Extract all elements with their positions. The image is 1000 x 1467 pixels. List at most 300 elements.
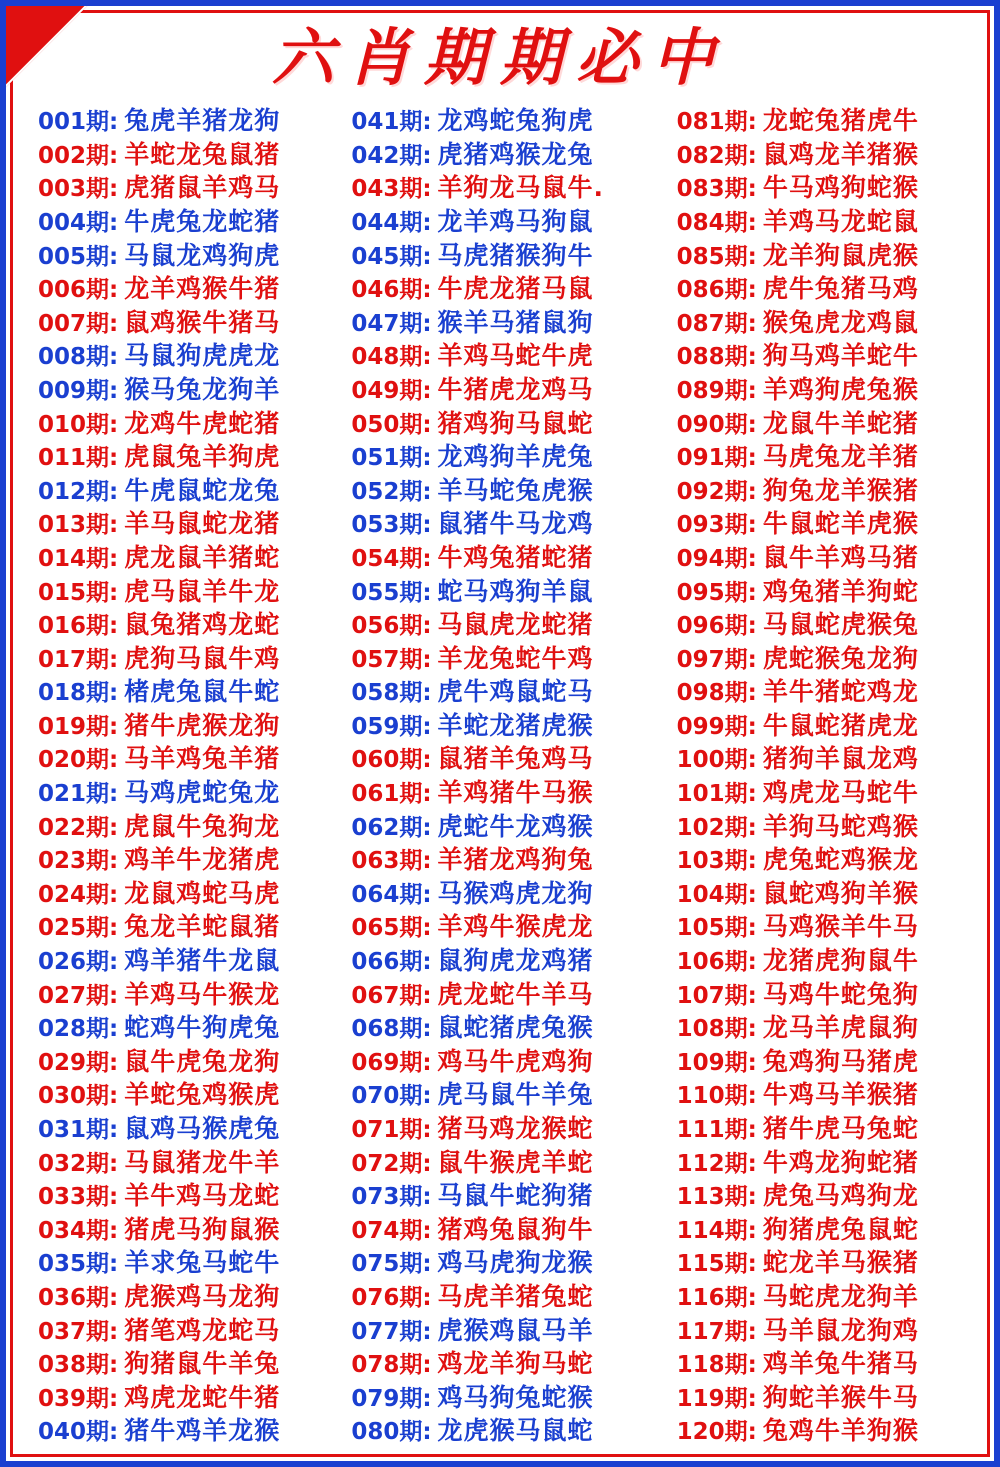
period-row (20, 1146, 337, 1180)
period-row (20, 239, 337, 273)
period-label: 068期: (351, 1016, 432, 1043)
period-row (20, 742, 337, 776)
zodiac-list: 鸡马虎狗龙猴 (437, 1248, 594, 1278)
period-label: 110期: (676, 1083, 757, 1110)
period-label: 056期: (351, 613, 432, 640)
period-label: 114期: (676, 1217, 757, 1244)
period-row (20, 407, 337, 441)
period-row (341, 339, 658, 373)
zodiac-list: 龙鸡蛇兔狗虎 (437, 106, 594, 136)
period-label: 039期: (38, 1385, 119, 1412)
period-row (341, 440, 658, 474)
page-title: 六肖期期必中 (271, 21, 728, 94)
zodiac-list: 羊马鼠蛇龙猪 (124, 509, 281, 539)
zodiac-list: 虎牛鸡鼠蛇马 (437, 677, 594, 707)
periods-column-3 (663, 104, 980, 1448)
period-label: 086期: (676, 277, 757, 304)
period-row (663, 306, 980, 340)
period-label: 113期: (676, 1184, 757, 1211)
period-label: 075期: (351, 1251, 432, 1278)
period-label: 116期: (676, 1284, 757, 1311)
period-label: 021期: (38, 781, 119, 808)
zodiac-list: 虎兔蛇鸡猴龙 (762, 845, 919, 875)
zodiac-list: 羊鸡马龙蛇鼠 (762, 206, 919, 236)
period-label: 057期: (351, 646, 432, 673)
period-label: 027期: (38, 982, 119, 1009)
period-label: 049期: (351, 377, 432, 404)
zodiac-list: 狗兔龙羊猴猪 (762, 475, 919, 505)
period-label: 083期: (676, 176, 757, 203)
period-row (20, 978, 337, 1012)
period-row (341, 474, 658, 508)
period-label: 036期: (38, 1284, 119, 1311)
zodiac-list: 鸡羊牛龙猪虎 (124, 845, 281, 875)
zodiac-list: 牛鸡龙狗蛇猪 (762, 1147, 919, 1177)
period-label: 007期: (38, 310, 119, 337)
period-label: 003期: (38, 176, 119, 203)
period-label: 043期: (351, 176, 432, 203)
period-row (663, 1246, 980, 1280)
period-row (341, 877, 658, 911)
period-row (20, 1314, 337, 1348)
periods-column-1 (20, 104, 337, 1448)
period-row (20, 104, 337, 138)
zodiac-list: 牛虎龙猪马鼠 (437, 274, 594, 304)
period-label: 037期: (38, 1318, 119, 1345)
period-label: 093期: (676, 512, 757, 539)
zodiac-list: 马虎羊猪兔蛇 (437, 1281, 594, 1311)
period-label: 066期: (351, 949, 432, 976)
period-row (20, 944, 337, 978)
period-label: 118期: (676, 1352, 757, 1379)
zodiac-list: 马鼠狗虎虎龙 (124, 341, 281, 371)
corner-ribbon-label: 书籍 (42, 33, 95, 85)
zodiac-list: 牛鼠蛇羊虎猴 (762, 509, 919, 539)
zodiac-list: 鼠鸡马猴虎兔 (124, 1114, 281, 1143)
zodiac-list: 鸡虎龙马蛇牛 (762, 778, 919, 808)
period-row (341, 1078, 658, 1112)
period-label: 067期: (351, 982, 432, 1009)
period-row (20, 1414, 337, 1448)
period-row (663, 171, 980, 205)
period-label: 115期: (676, 1251, 757, 1278)
period-row (20, 541, 337, 575)
period-label: 034期: (38, 1217, 119, 1244)
zodiac-list: 猪鸡兔鼠狗牛 (437, 1214, 594, 1244)
zodiac-list: 马蛇虎龙狗羊 (762, 1281, 919, 1311)
period-label: 061期: (351, 781, 432, 808)
period-label: 120期: (676, 1419, 757, 1446)
zodiac-list: 羊龙兔蛇牛鸡 (437, 643, 594, 673)
zodiac-list: 鸡马牛虎鸡狗 (437, 1046, 594, 1076)
period-label: 004期: (38, 209, 119, 236)
zodiac-list: 鸡羊猪牛龙鼠 (124, 946, 281, 976)
period-row (663, 675, 980, 709)
period-label: 101期: (676, 781, 757, 808)
period-label: 059期: (351, 713, 432, 740)
zodiac-list: 鼠牛虎兔龙狗 (124, 1046, 281, 1076)
period-label: 008期: (38, 344, 119, 371)
period-label: 107期: (676, 982, 757, 1009)
period-label: 009期: (38, 377, 119, 404)
zodiac-list: 牛鸡兔猪蛇猪 (437, 542, 594, 572)
period-row (663, 541, 980, 575)
zodiac-list: 马羊鸡兔羊猪 (124, 744, 281, 774)
zodiac-list: 羊狗龙马鼠牛. (437, 173, 605, 203)
period-row (663, 810, 980, 844)
period-row (20, 642, 337, 676)
zodiac-list: 龙马羊虎鼠狗 (762, 1013, 919, 1043)
period-row (663, 642, 980, 676)
zodiac-list: 羊马蛇兔虎猴 (437, 475, 594, 505)
period-row (663, 910, 980, 944)
period-label: 033期: (38, 1184, 119, 1211)
period-label: 078期: (351, 1352, 432, 1379)
zodiac-list: 虎牛兔猪马鸡 (762, 274, 919, 304)
period-label: 074期: (351, 1217, 432, 1244)
zodiac-list: 马羊鼠龙狗鸡 (762, 1315, 919, 1345)
zodiac-list: 鼠猪羊兔鸡马 (437, 744, 594, 774)
period-label: 044期: (351, 209, 432, 236)
period-label: 052期: (351, 478, 432, 505)
zodiac-list: 猪牛虎猴龙狗 (124, 710, 281, 740)
period-row (663, 1414, 980, 1448)
period-row (663, 272, 980, 306)
zodiac-list: 龙猪虎狗鼠牛 (762, 946, 919, 976)
zodiac-list: 狗蛇羊猴牛马 (762, 1382, 919, 1412)
zodiac-list: 牛虎兔龙蛇猪 (124, 206, 281, 236)
period-label: 041期: (351, 109, 432, 136)
period-row (20, 1045, 337, 1079)
period-row (663, 944, 980, 978)
zodiac-list: 狗猪虎兔鼠蛇 (762, 1214, 919, 1244)
zodiac-list: 虎龙鼠羊猪蛇 (124, 542, 281, 572)
period-row (20, 575, 337, 609)
period-label: 023期: (38, 848, 119, 875)
period-row (20, 843, 337, 877)
zodiac-list: 羊鸡狗虎兔猴 (762, 374, 919, 404)
period-label: 103期: (676, 848, 757, 875)
period-label: 011期: (38, 445, 119, 472)
zodiac-list: 猪牛虎马兔蛇 (762, 1114, 919, 1143)
zodiac-list: 羊鸡马牛猴龙 (124, 979, 281, 1009)
period-label: 006期: (38, 277, 119, 304)
period-label: 014期: (38, 545, 119, 572)
period-label: 084期: (676, 209, 757, 236)
period-row (341, 272, 658, 306)
period-row (20, 1280, 337, 1314)
period-label: 051期: (351, 445, 432, 472)
zodiac-list: 牛鼠蛇猪虎龙 (762, 710, 919, 740)
zodiac-list: 虎龙蛇牛羊马 (437, 979, 594, 1009)
periods-columns (6, 100, 994, 1456)
zodiac-list: 猪狗羊鼠龙鸡 (762, 744, 919, 774)
period-label: 060期: (351, 747, 432, 774)
period-label: 054期: (351, 545, 432, 572)
zodiac-list: 马鸡牛蛇兔狗 (762, 979, 919, 1009)
zodiac-list: 羊牛猪蛇鸡龙 (762, 677, 919, 707)
zodiac-list: 鼠牛羊鸡马猪 (762, 542, 919, 572)
zodiac-list: 羊鸡牛猴虎龙 (437, 912, 594, 942)
period-label: 001期: (38, 109, 119, 136)
zodiac-list: 牛马鸡狗蛇猴 (762, 173, 919, 203)
zodiac-list: 羊牛鸡马龙蛇 (124, 1181, 281, 1211)
zodiac-list: 蛇龙羊马猴猪 (762, 1248, 919, 1278)
period-row (20, 440, 337, 474)
zodiac-list: 羊求兔马蛇牛 (124, 1248, 281, 1278)
period-row (341, 306, 658, 340)
period-row (663, 742, 980, 776)
zodiac-list: 马鼠虎龙蛇猪 (437, 610, 594, 640)
period-row (20, 272, 337, 306)
zodiac-list: 虎蛇猴兔龙狗 (762, 643, 919, 673)
period-row (663, 1347, 980, 1381)
period-label: 026期: (38, 949, 119, 976)
period-label: 076期: (351, 1284, 432, 1311)
period-label: 104期: (676, 881, 757, 908)
period-row (663, 507, 980, 541)
zodiac-list: 兔龙羊蛇鼠猪 (124, 912, 281, 942)
period-row (20, 1011, 337, 1045)
period-label: 109期: (676, 1049, 757, 1076)
zodiac-list: 龙羊狗鼠虎猴 (762, 240, 919, 270)
period-label: 071期: (351, 1117, 432, 1143)
period-row (20, 810, 337, 844)
period-row (341, 843, 658, 877)
period-label: 087期: (676, 310, 757, 337)
period-row (341, 1246, 658, 1280)
period-row (341, 675, 658, 709)
period-label: 038期: (38, 1352, 119, 1379)
period-label: 019期: (38, 713, 119, 740)
period-row (20, 306, 337, 340)
period-label: 035期: (38, 1251, 119, 1278)
period-label: 097期: (676, 646, 757, 673)
zodiac-list: 猴兔虎龙鸡鼠 (762, 307, 919, 337)
zodiac-list: 羊蛇兔鸡猴虎 (124, 1080, 281, 1110)
zodiac-list: 龙鼠牛羊蛇猪 (762, 408, 919, 438)
period-label: 069期: (351, 1049, 432, 1076)
period-row (341, 1045, 658, 1079)
zodiac-list: 虎鼠兔羊狗虎 (124, 442, 281, 472)
zodiac-list: 龙蛇兔猪虎牛 (762, 106, 919, 136)
period-label: 045期: (351, 243, 432, 270)
period-label: 099期: (676, 713, 757, 740)
period-label: 092期: (676, 478, 757, 505)
zodiac-list: 鼠鸡猴牛猪马 (124, 307, 281, 337)
period-row (663, 1112, 980, 1146)
zodiac-list: 虎狗马鼠牛鸡 (124, 643, 281, 673)
period-row (663, 1011, 980, 1045)
period-row (341, 575, 658, 609)
period-label: 025期: (38, 915, 119, 942)
period-label: 028期: (38, 1016, 119, 1043)
period-label: 106期: (676, 949, 757, 976)
zodiac-list: 蛇鸡牛狗虎兔 (124, 1013, 281, 1043)
period-label: 070期: (351, 1083, 432, 1110)
zodiac-list: 鸡羊兔牛猪马 (762, 1349, 919, 1379)
period-label: 080期: (351, 1419, 432, 1446)
period-label: 047期: (351, 310, 432, 337)
period-row (20, 709, 337, 743)
zodiac-list: 鸡虎龙蛇牛猪 (124, 1382, 281, 1412)
period-label: 098期: (676, 680, 757, 707)
period-row (663, 1179, 980, 1213)
period-row (663, 339, 980, 373)
zodiac-list: 鸡马狗兔蛇猴 (437, 1382, 594, 1412)
zodiac-list: 鼠蛇猪虎兔猴 (437, 1013, 594, 1043)
period-row (663, 1146, 980, 1180)
period-row (663, 1381, 980, 1415)
period-row (663, 407, 980, 441)
zodiac-list: 龙鼠鸡蛇马虎 (124, 878, 281, 908)
period-row (20, 776, 337, 810)
zodiac-list: 鼠鸡龙羊猪猴 (762, 139, 919, 169)
period-label: 081期: (676, 109, 757, 136)
period-label: 119期: (676, 1385, 757, 1412)
period-label: 112期: (676, 1150, 757, 1177)
period-label: 015期: (38, 579, 119, 606)
period-row (663, 239, 980, 273)
period-label: 085期: (676, 243, 757, 270)
period-label: 050期: (351, 411, 432, 438)
zodiac-list: 狗马鸡羊蛇牛 (762, 341, 919, 371)
period-row (20, 1347, 337, 1381)
period-row (663, 709, 980, 743)
period-row (663, 1045, 980, 1079)
period-label: 053期: (351, 512, 432, 539)
period-row (341, 1179, 658, 1213)
period-label: 005期: (38, 243, 119, 270)
zodiac-list: 猴马兔龙狗羊 (124, 374, 281, 404)
period-label: 088期: (676, 344, 757, 371)
period-row (341, 810, 658, 844)
period-row (663, 1280, 980, 1314)
period-label: 020期: (38, 747, 119, 774)
period-row (20, 1381, 337, 1415)
zodiac-list: 马猴鸡虎龙狗 (437, 878, 594, 908)
period-row (20, 675, 337, 709)
periods-column-2 (341, 104, 658, 1448)
period-row (341, 944, 658, 978)
period-row (663, 440, 980, 474)
period-label: 018期: (38, 680, 119, 707)
period-label: 064期: (351, 881, 432, 908)
period-label: 091期: (676, 445, 757, 472)
period-row (341, 1347, 658, 1381)
period-label: 105期: (676, 915, 757, 942)
period-row (663, 776, 980, 810)
zodiac-list: 龙羊鸡马狗鼠 (437, 206, 594, 236)
period-row (20, 1246, 337, 1280)
period-row (341, 1381, 658, 1415)
period-label: 024期: (38, 881, 119, 908)
period-row (341, 205, 658, 239)
zodiac-list: 猪鸡狗马鼠蛇 (437, 408, 594, 438)
zodiac-list: 马虎兔龙羊猪 (762, 442, 919, 472)
zodiac-list: 马鼠蛇虎猴兔 (762, 610, 919, 640)
period-label: 117期: (676, 1318, 757, 1345)
zodiac-list: 马鼠龙鸡狗虎 (124, 240, 281, 270)
period-label: 082期: (676, 142, 757, 169)
period-row (20, 1078, 337, 1112)
period-row (341, 1112, 658, 1146)
period-row (341, 373, 658, 407)
zodiac-list: 鼠兔猪鸡龙蛇 (124, 610, 281, 640)
period-label: 002期: (38, 142, 119, 169)
period-label: 030期: (38, 1083, 119, 1110)
zodiac-list: 羊蛇龙兔鼠猪 (124, 139, 281, 169)
zodiac-list: 兔鸡狗马猪虎 (762, 1046, 919, 1076)
period-row (20, 910, 337, 944)
period-label: 048期: (351, 344, 432, 371)
zodiac-list: 猴羊马猪鼠狗 (437, 307, 594, 337)
period-row (663, 138, 980, 172)
period-label: 077期: (351, 1318, 432, 1345)
zodiac-list: 鼠狗虎龙鸡猪 (437, 946, 594, 976)
period-row (663, 474, 980, 508)
period-row (341, 1146, 658, 1180)
period-row (663, 1314, 980, 1348)
zodiac-list: 虎猪鸡猴龙兔 (437, 139, 594, 169)
period-label: 016期: (38, 613, 119, 640)
zodiac-list: 鼠蛇鸡狗羊猴 (762, 878, 919, 908)
period-row (341, 1280, 658, 1314)
period-label: 100期: (676, 747, 757, 774)
period-label: 058期: (351, 680, 432, 707)
period-label: 010期: (38, 411, 119, 438)
period-label: 046期: (351, 277, 432, 304)
zodiac-list: 猪虎马狗鼠猴 (124, 1214, 281, 1244)
period-row (663, 104, 980, 138)
zodiac-list: 龙虎猴马鼠蛇 (437, 1416, 594, 1446)
period-row (663, 608, 980, 642)
period-row (341, 1213, 658, 1247)
period-label: 062期: (351, 814, 432, 841)
period-label: 108期: (676, 1016, 757, 1043)
zodiac-list: 龙鸡狗羊虎兔 (437, 442, 594, 472)
zodiac-list: 狗猪鼠牛羊兔 (124, 1349, 281, 1379)
period-label: 089期: (676, 377, 757, 404)
zodiac-list: 虎猴鸡鼠马羊 (437, 1315, 594, 1345)
period-row (341, 507, 658, 541)
zodiac-list: 龙羊鸡猴牛猪 (124, 274, 281, 304)
period-row (341, 776, 658, 810)
period-label: 032期: (38, 1150, 119, 1177)
period-row (341, 239, 658, 273)
zodiac-list: 猪马鸡龙猴蛇 (437, 1114, 594, 1143)
zodiac-list: 马鸡虎蛇兔龙 (124, 778, 281, 808)
zodiac-list: 虎兔马鸡狗龙 (762, 1181, 919, 1211)
zodiac-list: 马鼠牛蛇狗猪 (437, 1181, 594, 1211)
period-row (20, 474, 337, 508)
period-row (663, 877, 980, 911)
period-row (20, 1179, 337, 1213)
zodiac-list: 虎马鼠羊牛龙 (124, 576, 281, 606)
period-row (341, 104, 658, 138)
period-row (341, 138, 658, 172)
zodiac-list: 蛇马鸡狗羊鼠 (437, 576, 594, 606)
period-row (20, 373, 337, 407)
zodiac-list: 鼠猪牛马龙鸡 (437, 509, 594, 539)
period-row (663, 575, 980, 609)
period-row (341, 742, 658, 776)
period-row (20, 1213, 337, 1247)
period-row (663, 1213, 980, 1247)
period-row (341, 1011, 658, 1045)
zodiac-list: 楮虎兔鼠牛蛇 (124, 677, 281, 707)
period-label: 065期: (351, 915, 432, 942)
